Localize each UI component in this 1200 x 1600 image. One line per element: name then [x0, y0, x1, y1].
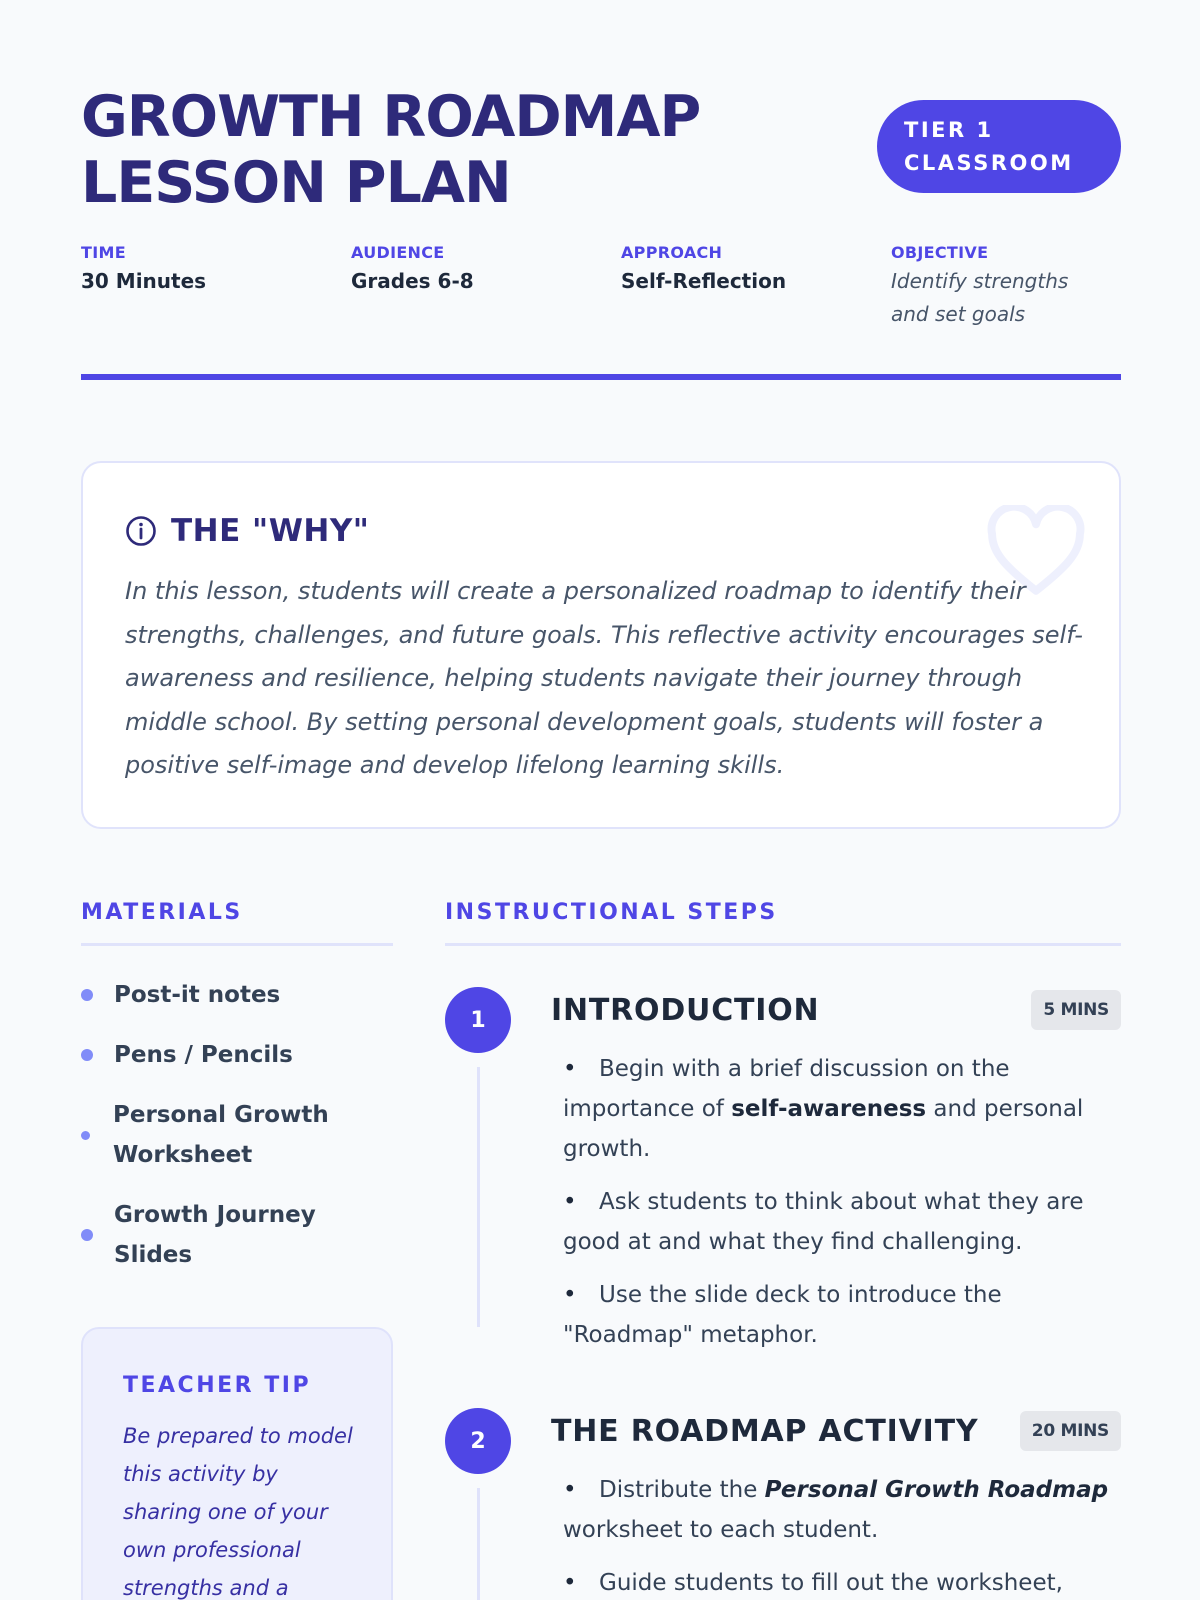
material-label [114, 1195, 316, 1275]
meta-objective [891, 242, 1068, 331]
why-header [125, 511, 369, 551]
steps-divider [445, 943, 1121, 946]
duration-badge: 5 MINS [1031, 990, 1121, 1030]
meta-approach-label: APPROACH [621, 243, 723, 262]
material-label-line1: Growth Journey [114, 1202, 316, 1228]
meta-approach [621, 242, 786, 298]
teacher-tip-line: Be prepared to model [123, 1424, 353, 1448]
why-title: THE "WHY" [171, 513, 370, 549]
header-divider [81, 374, 1121, 380]
step-text: and personal growth. [563, 1096, 1084, 1162]
material-label: Post-it notes [114, 982, 281, 1008]
page-title [81, 84, 841, 216]
why-card [81, 461, 1121, 829]
lesson-meta [81, 242, 1121, 332]
meta-objective-value-line2: and set goals [891, 302, 1026, 326]
tier-badge-line1: TIER 1 [904, 118, 994, 142]
teacher-tip-card [81, 1327, 393, 1600]
step-text-emphasis: Personal Growth Roadmap [764, 1477, 1109, 1503]
list-item [81, 1035, 393, 1075]
list-item [563, 1182, 1123, 1262]
materials-list [81, 975, 393, 1295]
meta-time [81, 242, 206, 298]
meta-approach-value: Self-Reflection [621, 269, 787, 293]
list-item [81, 1195, 393, 1275]
info-icon [125, 515, 157, 547]
steps-heading: INSTRUCTIONAL STEPS [445, 900, 778, 925]
material-label [113, 1095, 329, 1175]
meta-audience-label: AUDIENCE [351, 243, 445, 262]
step-title: INTRODUCTION [551, 993, 820, 1028]
step-item [445, 987, 1121, 1367]
list-item [81, 1095, 393, 1175]
meta-audience [351, 242, 474, 298]
why-body: In this lesson, students will create a personalized roadmap to identify their strengths, challenges, and future goals. This reflective activity encourages self-awareness and resilience, helping students navigate their journey through middle school. By setting personal development goals, students will foster a positive self-image and develop lifelong learning skills. [125, 577, 1083, 779]
step-bullets [563, 1470, 1123, 1600]
lesson-plan-page [81, 0, 1121, 1600]
material-label-line2: Worksheet [113, 1142, 253, 1168]
step-number: 2 [445, 1408, 511, 1474]
bullet-dot [81, 989, 93, 1001]
step-text-bold: self-awareness [731, 1096, 927, 1122]
step-item [445, 1408, 1121, 1600]
list-item [563, 1049, 1123, 1169]
step-title: THE ROADMAP ACTIVITY [551, 1414, 979, 1449]
step-connector [477, 1067, 480, 1327]
page-title-line2: LESSON PLAN [81, 150, 511, 216]
bullet-dot [81, 1049, 93, 1061]
tier-badge-line2: CLASSROOM [904, 151, 1074, 175]
material-label: Pens / Pencils [114, 1042, 293, 1068]
teacher-tip-line: sharing one of your [123, 1500, 328, 1524]
step-text: Begin with a brief discussion on the importance of [563, 1056, 1010, 1122]
step-text: Guide students to fill out the worksheet, [599, 1570, 1063, 1596]
duration-badge: 20 MINS [1020, 1411, 1121, 1451]
bullet-dot [81, 1131, 90, 1140]
teacher-tip-line: own professional [123, 1538, 301, 1562]
bullet-dot [81, 1229, 93, 1241]
material-label-line2: Slides [114, 1242, 193, 1268]
teacher-tip-line: strengths and a [123, 1576, 289, 1600]
tier-badge [877, 100, 1121, 193]
teacher-tip-title: TEACHER TIP [123, 1373, 312, 1398]
step-bullets [563, 1049, 1123, 1368]
materials-divider [81, 943, 393, 946]
list-item [563, 1275, 1123, 1355]
teacher-tip-line: this activity by [123, 1462, 278, 1486]
list-item [563, 1563, 1123, 1600]
meta-time-value: 30 Minutes [81, 269, 207, 293]
meta-objective-label: OBJECTIVE [891, 243, 989, 262]
step-connector [477, 1488, 480, 1600]
list-item [81, 975, 393, 1015]
step-text: worksheet to each student. [563, 1517, 879, 1543]
list-item [563, 1470, 1123, 1550]
meta-objective-value-line1: Identify strengths [891, 269, 1069, 293]
meta-audience-value: Grades 6-8 [351, 269, 474, 293]
page-title-line1: GROWTH ROADMAP [81, 84, 701, 150]
teacher-tip-body [123, 1417, 373, 1600]
meta-time-label: TIME [81, 243, 126, 262]
step-text: Use the slide deck to introduce the "Roadmap" metaphor. [563, 1282, 1002, 1348]
step-text: Distribute the [599, 1477, 765, 1503]
step-number: 1 [445, 987, 511, 1053]
material-label-line1: Personal Growth [113, 1102, 329, 1128]
step-text: Ask students to think about what they are good at and what they find challenging. [563, 1189, 1084, 1255]
materials-heading: MATERIALS [81, 900, 243, 925]
